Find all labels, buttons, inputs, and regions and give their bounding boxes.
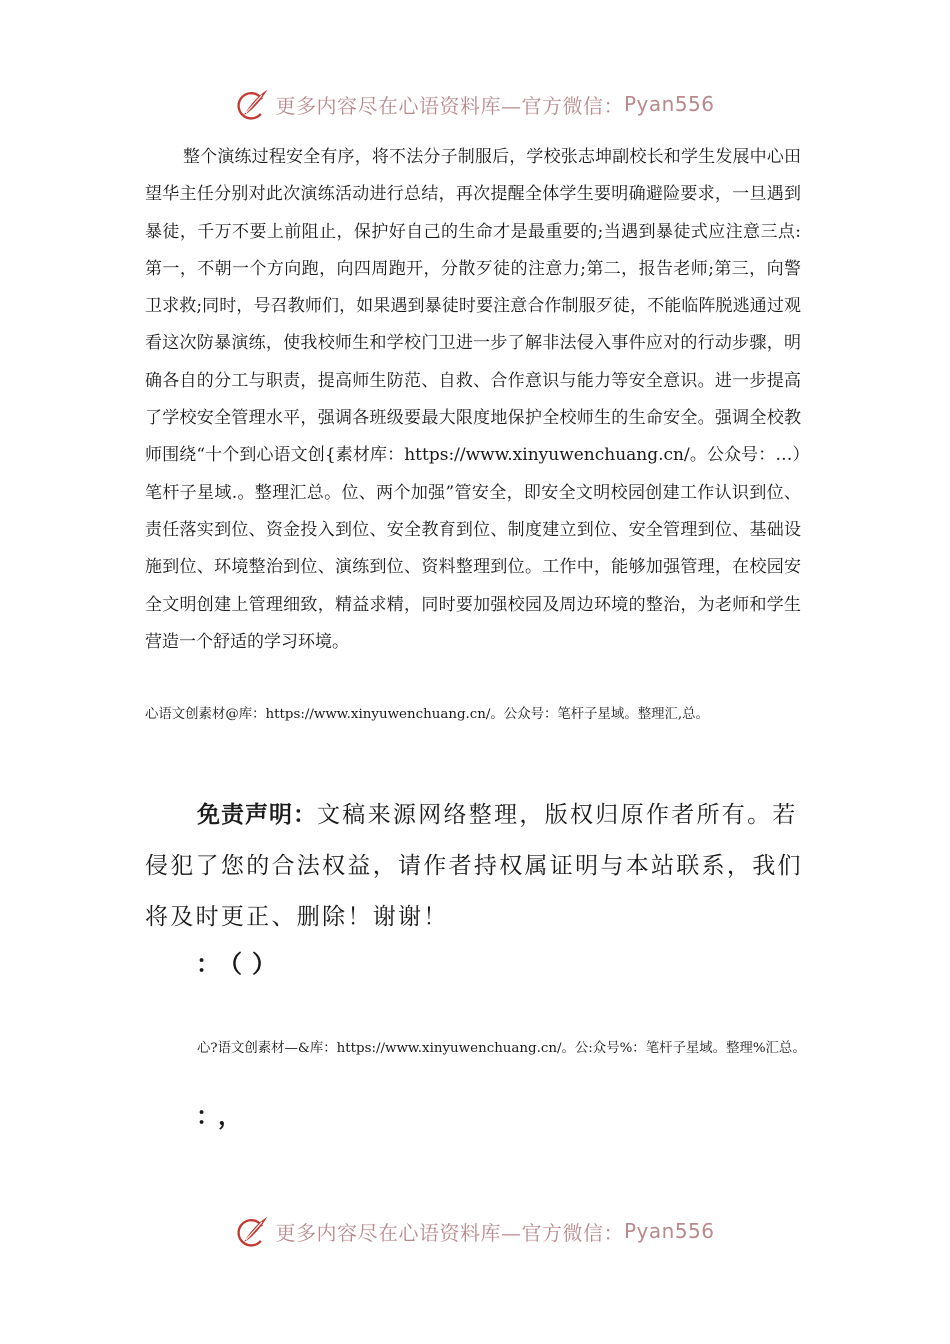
banner-text: 更多内容尽在心语资料库—官方微信： bbox=[275, 1220, 624, 1245]
wechat-id: Pyan556 bbox=[623, 92, 715, 116]
punctuation-line: ：（） bbox=[196, 950, 286, 978]
wechat-id: Pyan556 bbox=[623, 1219, 715, 1243]
header-banner bbox=[0, 82, 950, 126]
source-note: 心语文创素材@库：https://www.xinyuwenchuang.cn/。公众号：笔杆子星域。整理汇,总。 bbox=[145, 707, 709, 722]
disclaimer-label: 免责声明： bbox=[197, 802, 317, 828]
source-note-2: 心?语文创素材—&库：https://www.xinyuwenchuang.cn/。公:众号%：笔杆子星域。整理%汇总。 bbox=[197, 1041, 806, 1056]
disclaimer bbox=[145, 790, 813, 943]
banner-text: 更多内容尽在心语资料库—官方微信： bbox=[275, 93, 624, 118]
body-paragraph: 整个演练过程安全有序，将不法分子制服后，学校张志坤副校长和学生发展中心田望华主任分别对此次演练活动进行总结，再次提醒全体学生要明确避险要求，一旦遇到暴徒，千万不要上前阻止，保护好自己的生命才是最重要的;当遇到暴徒式应注意三点:第一，不朝一个方向跑，向四周跑开，分散歹徒的注意力;第二，报告老师;第三，向警卫求救;同时，号召教师们，如果遇到暴徒时要注意合作制服歹徒，不能临阵脱逃通过观看这次防暴演练，使我校师生和学校门卫进一步了解非法侵入事件应对的行动步骤，明确各自的分工与职责，提高师生防范、自救、合作意识与能力等安全意识。进一步提高了学校安全管理水平，强调各班级要最大限度地保护全校师生的生命安全。强调全校教师围绕“十个到心语文创{素材库：https://www.xinyuwenchuang.cn/。公众号：…）笔杆子星域.。整理汇总。位、两个加强”管安全，即安全文明校园创建工作认识到位、责任落实到位、资金投入到位、安全教育到位、制度建立到位、安全管理到位、基础设施到位、环境整治到位、演练到位、资料整理到位。工作中，能够加强管理，在校园安全文明创建上管理细致，精益求精，同时要加强校园及周边环境的整治，为老师和学生营造一个舒适的学习环境。 bbox=[145, 147, 801, 652]
disclaimer-text: 文稿来源网络整理，版权归原作者所有。若侵犯了您的合法权益，请作者持权属证明与本站联系，我们将及时更正、删除！谢谢！ bbox=[145, 802, 803, 930]
punctuation-line-2: ：， bbox=[196, 1102, 252, 1130]
quill-pen-logo-icon bbox=[235, 86, 271, 122]
footer-banner bbox=[0, 1209, 950, 1253]
quill-pen-logo-icon bbox=[235, 1213, 271, 1249]
